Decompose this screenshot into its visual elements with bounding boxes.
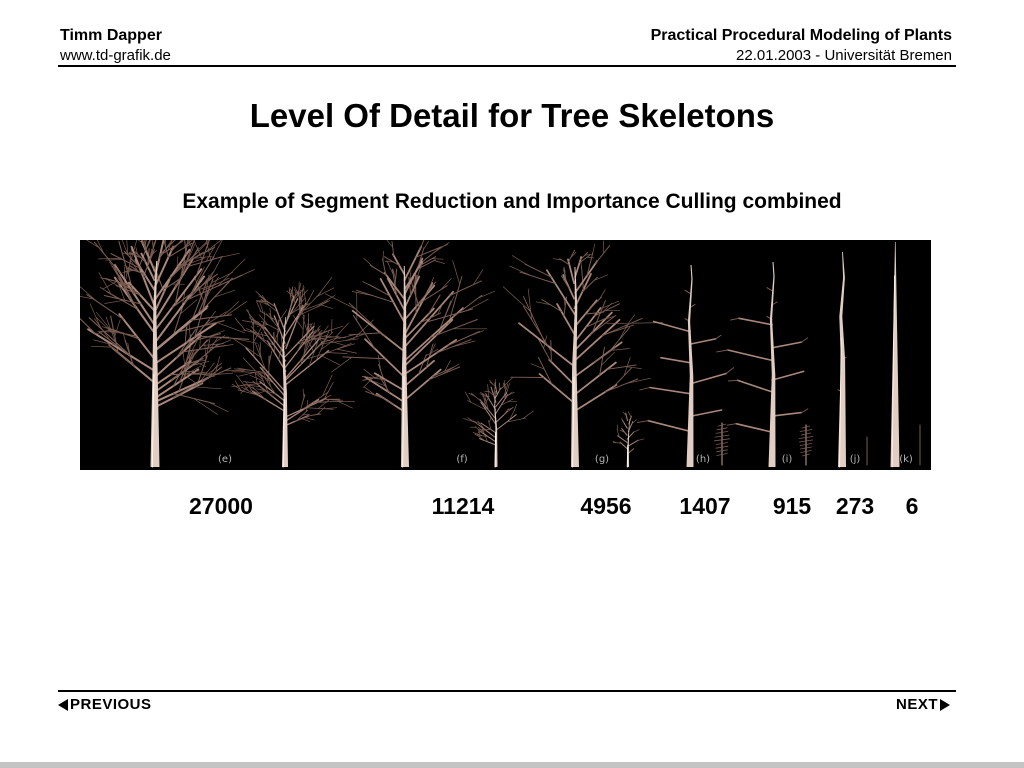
segment-count-i: 915 [772,493,812,519]
tree-label: (h) [695,454,711,465]
slide-title: Level Of Detail for Tree Skeletons [249,97,775,134]
segment-count-h: 1407 [679,493,731,519]
bottom-edge-strip [0,762,1024,768]
tree-label: (i) [781,454,793,465]
previous-label: PREVIOUS [70,696,152,713]
next-button[interactable] [896,696,950,713]
segment-count-j: 273 [835,493,875,519]
segment-count-f: 11214 [431,493,495,519]
footer-divider [58,690,956,692]
next-arrow-icon [940,699,950,711]
next-label: NEXT [895,696,938,713]
author-name: Timm Dapper [60,27,162,44]
header-author-block [60,26,171,66]
tree-label: (e) [218,454,232,465]
tree-label: (k) [899,454,913,465]
header-presentation-block [651,26,952,66]
lod-tree-figure [80,240,931,470]
previous-button[interactable] [58,696,152,713]
header-divider [58,65,956,67]
tree-label: (f) [456,454,468,465]
tree-label: (g) [594,454,610,465]
slide-subtitle: Example of Segment Reduction and Importance Culling combined [182,190,842,213]
segment-count-k: 6 [905,493,919,519]
previous-arrow-icon [58,699,68,711]
segment-count-g: 4956 [580,493,632,519]
presentation-date-venue: 22.01.2003 - Universität Bremen [736,47,952,64]
presentation-title: Practical Procedural Modeling of Plants [650,27,952,44]
segment-count-e: 27000 [189,493,253,519]
author-website: www.td-grafik.de [60,47,171,64]
tree-label: (j) [849,454,861,465]
